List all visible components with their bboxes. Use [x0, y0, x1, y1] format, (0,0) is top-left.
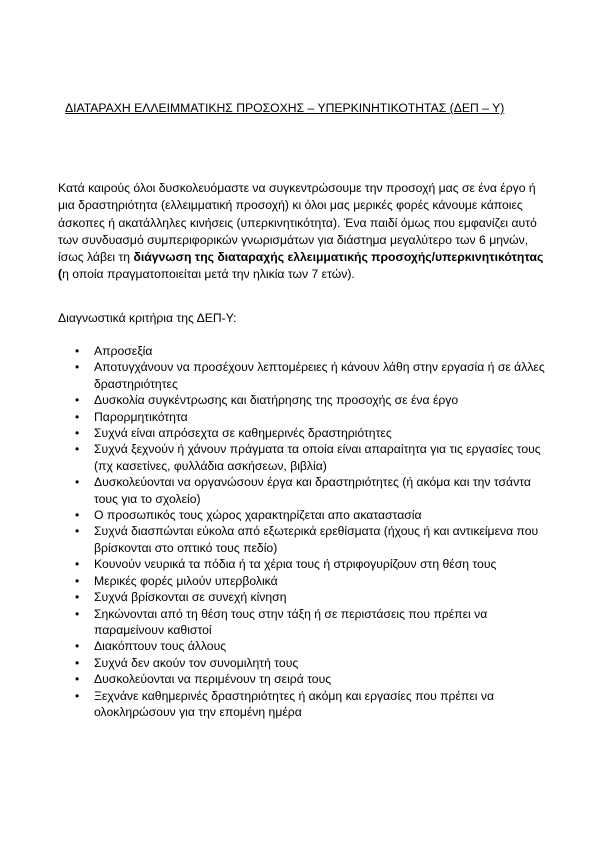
bullet-icon: •	[75, 442, 80, 457]
criteria-item-text: Συχνά ξεχνούν ή χάνουν πράγματα τα οποία είναι απαραίτητα για τις εργασίες τους (πχ κασετίνες, φυλλάδια ασκήσεων, βιβλία)	[94, 442, 541, 473]
bullet-icon: •	[75, 573, 80, 588]
bullet-icon: •	[75, 344, 80, 358]
criteria-list	[58, 343, 546, 720]
criteria-item-text: Δυσκολεύονται να περιμένουν τη σειρά τους	[94, 672, 332, 687]
criteria-item-text: Διακόπτουν τους άλλους	[94, 639, 227, 654]
intro-bold-diagnosis: διάγνωση της διαταραχής ελλειμματικής προσοχής/υπερκινητικότητας (	[58, 250, 544, 282]
bullet-icon: •	[75, 475, 80, 490]
bullet-icon: •	[75, 360, 80, 375]
document-title: ΔΙΑΤΑΡΑΧΗ ΕΛΛΕΙΜΜΑΤΙΚΗΣ ΠΡΟΣΟΧΗΣ – ΥΠΕΡΚΙΝΗΤΙΚΟΤΗΤΑΣ (ΔΕΠ – Υ)	[65, 101, 505, 115]
criteria-item	[58, 638, 546, 654]
bullet-icon: •	[75, 672, 80, 687]
criteria-item-text: Συχνά είναι απρόσεχτα σε καθημερινές δραστηριότητες	[94, 426, 392, 441]
criteria-item-text: Αποτυγχάνουν να προσέχουν λεπτομέρειες ή κάνουν λάθη στην εργασία ή σε άλλες δραστηριότητες	[94, 360, 545, 391]
criteria-item	[58, 688, 546, 721]
bullet-icon: •	[75, 590, 80, 605]
intro-text-end: η οποία πραγματοποιείται μετά την ηλικία των 7 ετών).	[62, 267, 355, 282]
criteria-item	[58, 441, 546, 474]
criteria-item-text: Δυσκολεύονται να οργανώσουν έργα και δραστηριότητες (ή ακόμα και την τσάντα τους για το σχολείο)	[94, 475, 531, 506]
criteria-item	[58, 606, 546, 639]
criteria-item	[58, 392, 546, 408]
criteria-item	[58, 409, 546, 425]
criteria-item-text: Απροσεξία	[94, 344, 153, 358]
criteria-item-text: Συχνά βρίσκονται σε συνεχή κίνηση	[94, 590, 287, 605]
bullet-icon: •	[75, 409, 80, 424]
bullet-icon: •	[75, 524, 80, 539]
criteria-item-text: Παρορμητικότητα	[94, 409, 188, 424]
criteria-item-text: Συχνά δεν ακούν τον συνομιλητή τους	[94, 655, 299, 670]
criteria-heading: Διαγνωστικά κριτήρια της ΔΕΠ-Υ:	[58, 311, 237, 325]
bullet-icon: •	[75, 688, 80, 703]
criteria-item-text: Δυσκολία συγκέντρωσης και διατήρησης της προσοχής σε ένα έργο	[94, 393, 459, 408]
criteria-item	[58, 655, 546, 671]
criteria-item	[58, 507, 546, 523]
bullet-icon: •	[75, 606, 80, 621]
criteria-item	[58, 523, 546, 556]
intro-text: Κατά καιρούς όλοι δυσκολευόμαστε να συγκεντρώσουμε την προσοχή μας σε ένα έργο ή μια δραστηριότητα (ελλειμματική προσοχή) κι όλοι μας μερικές φορές κάνουμε κάποιες άσκοπες ή ακατάλληλες κινήσεις (υπερκινητικότητα). Ένα παιδί όμως που εμφανίζει αυτό των συνδυασμό συμπεριφορικών γνωρισμάτων για διάστημα μεγαλύτερο των 6 μηνών, ίσως λάβει τη	[58, 181, 537, 265]
criteria-item-text: Μερικές φορές μιλούν υπερβολικά	[94, 573, 278, 588]
criteria-item	[58, 671, 546, 687]
criteria-item	[58, 425, 546, 441]
criteria-item	[58, 589, 546, 605]
criteria-item-text: Ξεχνάνε καθημερινές δραστηριότητες ή ακόμη και εργασίες που πρέπει να ολοκληρώσουν για την επομένη ημέρα	[94, 688, 495, 719]
bullet-icon: •	[75, 557, 80, 572]
criteria-item	[58, 573, 546, 589]
criteria-item	[58, 343, 546, 359]
bullet-icon: •	[75, 639, 80, 654]
criteria-item-text: Συχνά διασπώνται εύκολα από εξωτερικά ερεθίσματα (ήχους ή και αντικείμενα που βρίσκονται στο οπτικό τους πεδίο)	[94, 524, 539, 555]
criteria-item	[58, 556, 546, 572]
criteria-item-text: Ο προσωπικός τους χώρος χαρακτηρίζεται απο ακαταστασία	[94, 508, 422, 523]
bullet-icon: •	[75, 426, 80, 441]
criteria-item-text: Σηκώνονται από τη θέση τους στην τάξη ή σε περιστάσεις που πρέπει να παραμείνουν καθιστοί	[94, 606, 488, 637]
criteria-item	[58, 359, 546, 392]
criteria-item-text: Κουνούν νευρικά τα πόδια ή τα χέρια τους ή στριφογυρίζουν στη θέση τους	[94, 557, 497, 572]
intro-paragraph	[58, 180, 546, 284]
bullet-icon: •	[75, 508, 80, 523]
bullet-icon: •	[75, 655, 80, 670]
criteria-item	[58, 474, 546, 507]
bullet-icon: •	[75, 393, 80, 408]
